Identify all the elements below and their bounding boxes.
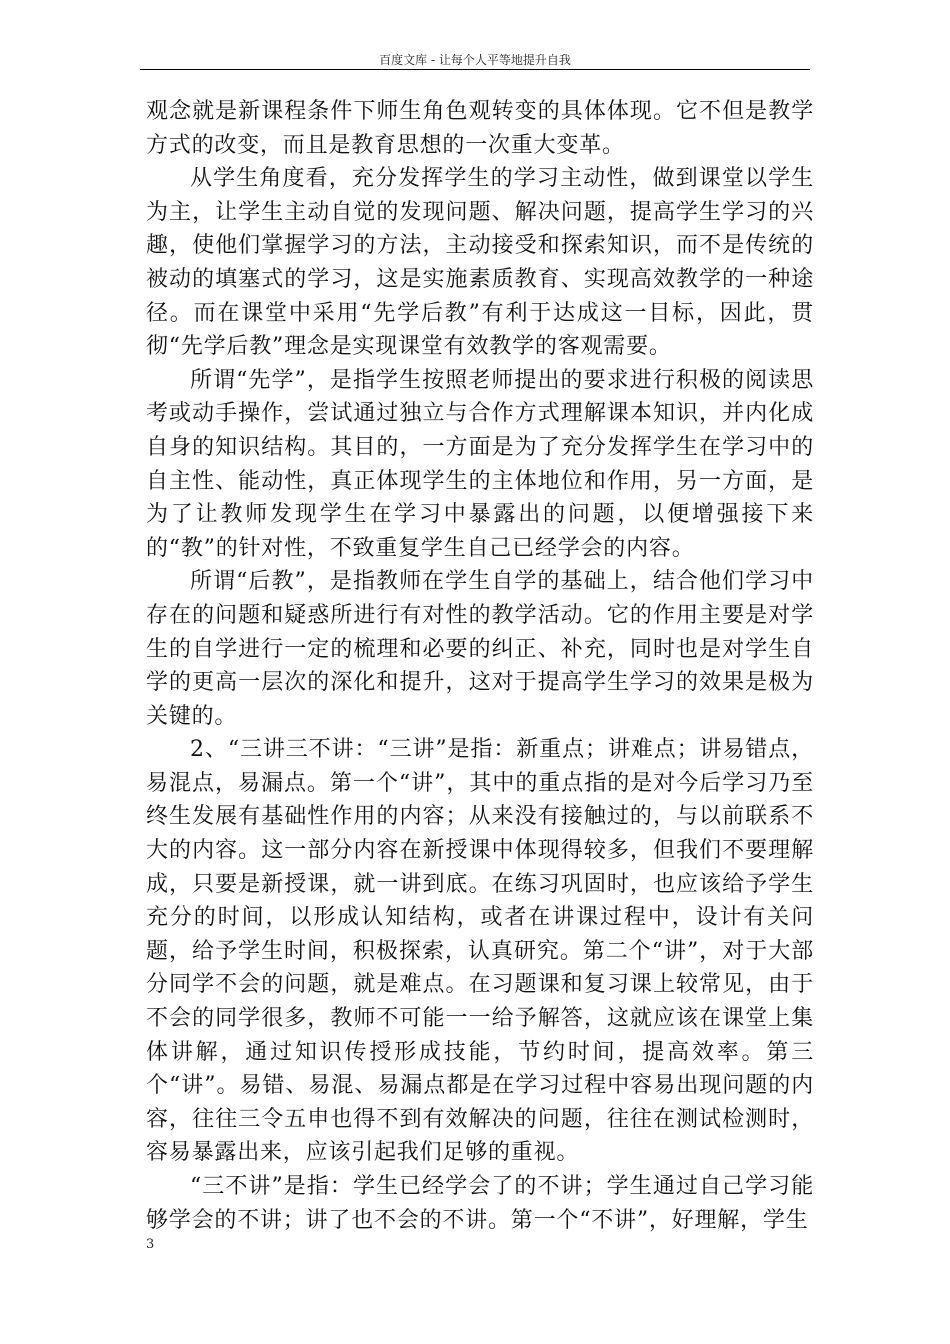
page-number: 3 xyxy=(146,1237,155,1252)
paragraph-6: “三不讲”是指：学生已经学会了的不讲；学生通过自己学习能够学会的不讲；讲了也不会的不讲。第一个“不讲”，好理解，学生 xyxy=(146,1174,814,1233)
paragraph-5: 2、“三讲三不讲：“三讲”是指：新重点；讲难点；讲易错点，易混点，易漏点。第一个“讲”，其中的重点指的是对今后学习乃至终生发展有基础性作用的内容；从来没有接触过的，与以前联系不大的内容。这一部分内容在新授课中体现得较多，但我们不要理解成，只要是新授课，就一讲到底。在练习巩固时，也应该给予学生充分的时间，以形成认知结构，或者在讲课过程中，设计有关问题，给予学生时间，积极探索，认真研究。第二个“讲”，对于大部分同学不会的问题，就是难点。在习题课和复习课上较常见，由于不会的同学很多，教师不可能一一给予解答，这就应该在课堂上集体讲解，通过知识传授形成技能，节约时间，提高效率。第三个“讲”。易错、易混、易漏点都是在学习过程中容易出现问题的内容，往往三令五申也得不到有效解决的问题，往往在测试检测时，容易暴露出来，应该引起我们足够的重视。 xyxy=(146,737,814,1166)
header-divider xyxy=(140,69,810,70)
paragraph-4: 所谓“后教”，是指教师在学生自学的基础上，结合他们学习中存在的问题和疑惑所进行有对性的教学活动。它的作用主要是对学生的自学进行一定的梳理和必要的纠正、补充，同时也是对学生自学的更高一层次的深化和提升，这对于提高学生学习的效果是极为关键的。 xyxy=(146,569,814,729)
page-header: 百度文库 - 让每个人平等地提升自我 xyxy=(379,53,571,67)
paragraph-2: 从学生角度看，充分发挥学生的学习主动性，做到课堂以学生为主，让学生主动自觉的发现问题、解决问题，提高学生学习的兴趣，使他们掌握学习的方法，主动接受和探索知识，而不是传统的被动的填塞式的学习，这是实施素质教育、实现高效教学的一种途径。而在课堂中采用“先学后教”有利于达成这一目标，因此，贯彻“先学后教”理念是实现课堂有效教学的客观需要。 xyxy=(146,166,814,360)
paragraph-1: 观念就是新课程条件下师生角色观转变的具体体现。它不但是教学方式的改变，而且是教育思想的一次重大变革。 xyxy=(146,99,814,158)
document-body xyxy=(146,95,814,1237)
paragraph-3: 所谓“先学”，是指学生按照老师提出的要求进行积极的阅读思考或动手操作，尝试通过独立与合作方式理解课本知识，并内化成自身的知识结构。其目的，一方面是为了充分发挥学生在学习中的自主性、能动性，真正体现学生的主体地位和作用，另一方面，是为了让教师发现学生在学习中暴露出的问题，以便增强接下来的“教”的针对性，不致重复学生自己已经学会的内容。 xyxy=(146,367,814,561)
